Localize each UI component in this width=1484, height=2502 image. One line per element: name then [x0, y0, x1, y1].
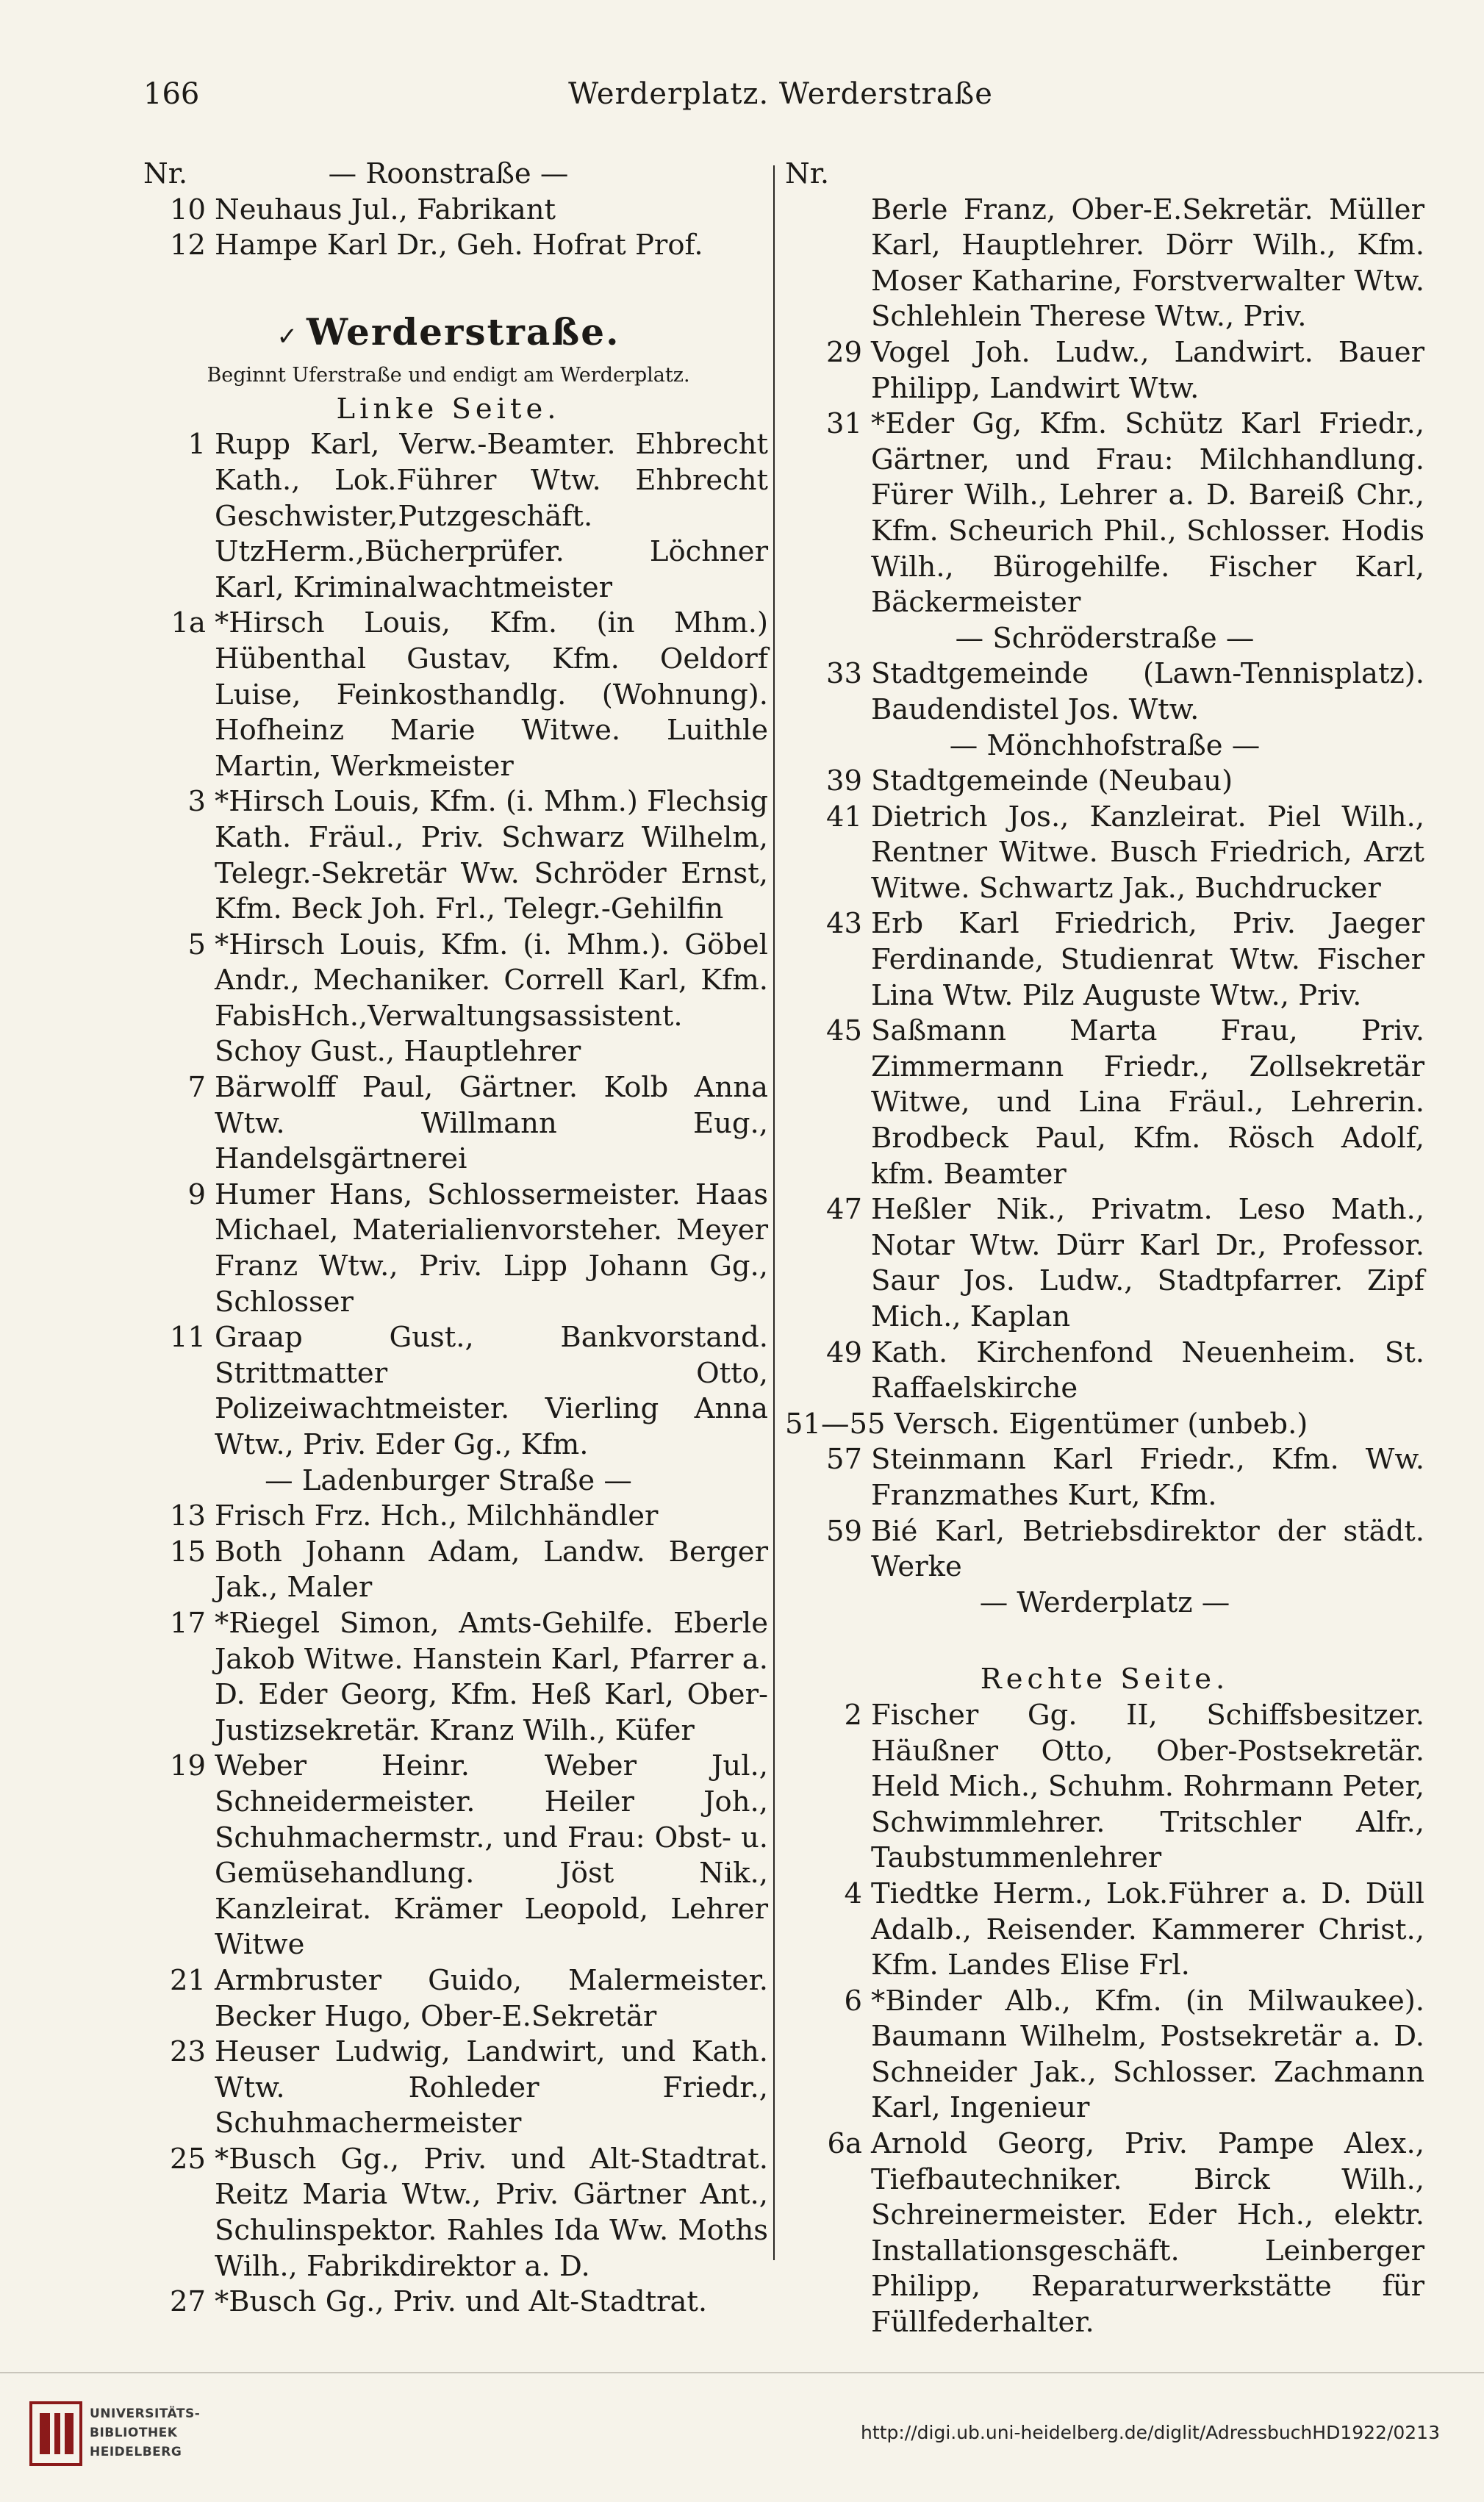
- library-logo: [29, 2394, 228, 2482]
- house-number: 45: [826, 1014, 862, 1048]
- address-entry: [129, 606, 768, 784]
- resident-list: *Busch Gg., Priv. und Alt-Stadtrat. Reitz Maria Wtw., Priv. Gärtner Ant., Schulinspektor. Rahles Ida Ww. Moths Wilh., Fabrikdirektor a. D.: [215, 2142, 768, 2283]
- house-number: 51—55: [785, 1407, 886, 1441]
- resident-list: Frisch Frz. Hch., Milchhändler: [215, 1499, 659, 1533]
- resident-list: Graap Gust., Bankvorstand. Strittmatter Otto, Polizeiwachtmeister. Vierling Anna Wtw., Priv. Eder Gg., Kfm.: [215, 1321, 768, 1461]
- resident-list: Dietrich Jos., Kanzleirat. Piel Wilh., Rentner Witwe. Busch Friedrich, Arzt Witwe. Schwartz Jak., Buchdrucker: [871, 800, 1424, 905]
- address-entry: [785, 906, 1424, 1014]
- resident-list: *Hirsch Louis, Kfm. (in Mhm.) Hübenthal Gustav, Kfm. Oeldorf Luise, Feinkosthandlg. (Wohnung). Hofheinz Marie Witwe. Luithle Martin, Werkmeister: [215, 606, 768, 783]
- right-entries-d: [785, 1698, 1424, 2341]
- resident-list: Arnold Georg, Priv. Pampe Alex., Tiefbautechniker. Birck Wilh., Schreinermeister. Eder Hch., elektr. Installationsgeschäft. Leinberger Philipp, Reparaturwerkstätte für Füllfederhalter.: [871, 2127, 1424, 2340]
- address-entry: [785, 2126, 1424, 2341]
- side-label-left: Linke Seite.: [336, 392, 561, 426]
- left-top-entries: [129, 193, 768, 264]
- cross-street-werderplatz: — Werderplatz —: [979, 1585, 1230, 1619]
- house-number: 6: [844, 1984, 862, 2018]
- library-name: [90, 2404, 244, 2462]
- left-column: [129, 157, 768, 2326]
- address-entry: [785, 406, 1424, 621]
- cross-street-roonstrasse: — Roonstraße —: [328, 157, 569, 190]
- resident-list: Stadtgemeinde (Lawn-Tennisplatz). Baudendistel Jos. Wtw.: [871, 657, 1424, 726]
- right-entries-c: [785, 764, 1424, 1585]
- checkmark-icon: ✓: [276, 321, 299, 351]
- continuation-text: Berle Franz, Ober-E.Sekretär. Müller Karl, Hauptlehrer. Dörr Wilh., Kfm. Moser Katharine, Forstverwalter Wtw. Schlehlein Therese Wtw., Priv.: [871, 193, 1424, 334]
- resident-list: Weber Heinr. Weber Jul., Schneidermeister. Heiler Joh., Schuhmachermstr., und Frau: Obst- u. Gemüsehandlung. Jöst Nik., Kanzleirat. Krämer Leopold, Lehrer Witwe: [215, 1749, 768, 1962]
- cross-street-schroederstrasse: — Schröderstraße —: [955, 621, 1255, 655]
- address-entry: [785, 1014, 1424, 1192]
- house-number: 43: [826, 907, 862, 941]
- house-number: 3: [187, 785, 206, 819]
- house-number: 11: [170, 1321, 206, 1355]
- address-entry: [129, 2284, 768, 2320]
- house-number: 5: [187, 928, 206, 961]
- house-number: 31: [826, 407, 862, 441]
- cross-street-label: — Ladenburger Straße —: [265, 1463, 632, 1497]
- house-number: 2: [844, 1698, 862, 1732]
- address-entry: [785, 1336, 1424, 1407]
- house-number: 41: [826, 800, 862, 834]
- resident-list: Heßler Nik., Privatm. Leso Math., Notar Wtw. Dürr Karl Dr., Professor. Saur Jos. Ludw., Stadtpfarrer. Zipf Mich., Kaplan: [871, 1193, 1424, 1333]
- address-entry: [129, 427, 768, 606]
- house-number: 7: [187, 1071, 206, 1105]
- resident-list: Bié Karl, Betriebsdirektor der städt. Werke: [871, 1514, 1424, 1584]
- resident-list: Stadtgemeinde (Neubau): [871, 764, 1233, 798]
- resident-list: Both Johann Adam, Landw. Berger Jak., Maler: [215, 1535, 768, 1605]
- house-number: 39: [826, 764, 862, 798]
- house-number: 47: [826, 1193, 862, 1227]
- running-head: Werderplatz. Werderstraße: [568, 77, 993, 111]
- resident-list: Versch. Eigentümer (unbeb.): [894, 1407, 1308, 1441]
- resident-list: Armbruster Guido, Malermeister. Becker Hugo, Ober-E.Sekretär: [215, 1963, 768, 2033]
- resident-list: Kath. Kirchenfond Neuenheim. St. Raffaelskirche: [871, 1336, 1424, 1405]
- side-label-right: Rechte Seite.: [980, 1663, 1230, 1696]
- house-number: 10: [170, 193, 206, 226]
- house-number: 29: [826, 335, 862, 369]
- library-name-line: UNIVERSITÄTS-: [90, 2406, 201, 2421]
- resident-list: Bärwolff Paul, Gärtner. Kolb Anna Wtw. Willmann Eug., Handelsgärtnerei: [215, 1071, 768, 1176]
- house-number: 6a: [827, 2127, 862, 2161]
- nr-label-right: Nr.: [785, 157, 830, 190]
- address-entry: [785, 656, 1424, 728]
- resident-list: Vogel Joh. Ludw., Landwirt. Bauer Philipp, Landwirt Wtw.: [871, 335, 1424, 405]
- right-entries-b: [785, 656, 1424, 728]
- address-entry: [129, 1499, 768, 1535]
- house-number: 15: [170, 1535, 206, 1569]
- resident-list: *Busch Gg., Priv. und Alt-Stadtrat.: [215, 2285, 708, 2319]
- address-entry: [129, 1606, 768, 1749]
- left-entries: [129, 427, 768, 2320]
- address-entry: [129, 1320, 768, 1463]
- address-entry: [129, 1070, 768, 1177]
- street-title: [129, 309, 768, 359]
- house-number: 33: [826, 657, 862, 691]
- source-url-link[interactable]: http://digi.ub.uni-heidelberg.de/diglit/AdressbuchHD1922/0213: [861, 2422, 1440, 2443]
- address-entry: [129, 928, 768, 1070]
- house-number: 21: [170, 1963, 206, 1997]
- house-number: 57: [826, 1443, 862, 1477]
- house-number: 17: [170, 1606, 206, 1640]
- resident-list: Heuser Ludwig, Landwirt, und Kath. Wtw. Rohleder Friedr., Schuhmachermeister: [215, 2035, 768, 2140]
- address-entry: [129, 1963, 768, 2035]
- spacer: [785, 1621, 1424, 1662]
- house-number: 27: [170, 2285, 206, 2319]
- house-number: 9: [187, 1177, 206, 1211]
- resident-list: Steinmann Karl Friedr., Kfm. Ww. Franzmathes Kurt, Kfm.: [871, 1443, 1424, 1512]
- right-column: [785, 157, 1424, 2340]
- house-number: 12: [170, 229, 206, 262]
- address-entry: [129, 784, 768, 927]
- nr-label-left: Nr.: [143, 157, 188, 190]
- footer-bar: [0, 2372, 1484, 2502]
- library-name-line: BIBLIOTHEK: [90, 2426, 178, 2440]
- library-seal-icon: [29, 2401, 82, 2466]
- resident-list: Humer Hans, Schlossermeister. Haas Michael, Materialienvorsteher. Meyer Franz Wtw., Priv. Lipp Johann Gg., Schlosser: [215, 1177, 768, 1319]
- house-number: 1: [187, 428, 206, 462]
- house-number: 25: [170, 2142, 206, 2176]
- page-header: [143, 77, 1418, 136]
- resident-list: Tiedtke Herm., Lok.Führer a. D. Düll Adalb., Reisender. Kammerer Christ., Kfm. Landes Elise Frl.: [871, 1876, 1424, 1982]
- resident-list: Neuhaus Jul., Fabrikant: [215, 193, 556, 226]
- resident-list: *Hirsch Louis, Kfm. (i. Mhm.). Göbel Andr., Mechaniker. Correll Karl, Kfm. FabisHch.,Verwaltungsassistent. Schoy Gust., Hauptlehrer: [215, 928, 768, 1069]
- house-number: 19: [170, 1749, 206, 1783]
- address-entry: [785, 1876, 1424, 1984]
- address-entry: [129, 1535, 768, 1606]
- house-number: 49: [826, 1336, 862, 1369]
- resident-list: Saßmann Marta Frau, Priv. Zimmermann Friedr., Zollsekretär Witwe, und Lina Fräul., Lehrerin. Brodbeck Paul, Kfm. Rösch Adolf, kfm. Beamter: [871, 1014, 1424, 1191]
- address-entry: [785, 1407, 1424, 1443]
- resident-list: Fischer Gg. II, Schiffsbesitzer. Häußner Otto, Ober-Postsekretär. Held Mich., Schuhm. Rohrmann Peter, Schwimmlehrer. Tritschler Alfr., Taubstummenlehrer: [871, 1698, 1424, 1875]
- address-entry: [785, 1514, 1424, 1585]
- address-entry: [129, 193, 768, 229]
- address-entry: [129, 1177, 768, 1320]
- street-subtitle: Beginnt Uferstraße und endigt am Werderplatz.: [207, 363, 690, 387]
- address-entry: [785, 1698, 1424, 1876]
- address-entry: [785, 764, 1424, 800]
- address-entry: [129, 2035, 768, 2142]
- address-entry: [785, 1442, 1424, 1513]
- library-name-line: HEIDELBERG: [90, 2445, 182, 2459]
- house-number: 23: [170, 2035, 206, 2069]
- house-number: 1a: [171, 606, 206, 640]
- resident-list: *Eder Gg, Kfm. Schütz Karl Friedr., Gärtner, und Frau: Milchhandlung. Fürer Wilh., Lehrer a. D. Bareiß Chr., Kfm. Scheurich Phil., Schlosser. Hodis Wilh., Bürogehilfe. Fischer Karl, Bäckermeister: [871, 407, 1424, 620]
- resident-list: *Riegel Simon, Amts-Gehilfe. Eberle Jakob Witwe. Hanstein Karl, Pfarrer a. D. Eder Georg, Kfm. Heß Karl, Ober-Justizsekretär. Kranz Wilh., Küfer: [215, 1606, 768, 1747]
- right-entries-a: [785, 335, 1424, 621]
- address-entry: [785, 800, 1424, 907]
- address-entry: [785, 1192, 1424, 1335]
- house-number: 59: [826, 1514, 862, 1548]
- house-number: 13: [170, 1499, 206, 1533]
- resident-list: *Binder Alb., Kfm. (in Milwaukee). Baumann Wilhelm, Postsekretär a. D. Schneider Jak., Schlosser. Zachmann Karl, Ingenieur: [871, 1984, 1424, 2125]
- resident-list: Hampe Karl Dr., Geh. Hofrat Prof.: [215, 229, 703, 262]
- cross-street-moenchhofstrasse: — Mönchhofstraße —: [949, 728, 1261, 762]
- resident-list: *Hirsch Louis, Kfm. (i. Mhm.) Flechsig Kath. Fräul., Priv. Schwarz Wilhelm, Telegr.-Sekretär Ww. Schröder Ernst, Kfm. Beck Joh. Frl., Telegr.-Gehilfin: [215, 785, 768, 926]
- address-entry: [129, 2142, 768, 2284]
- street-title-text: Werderstraße.: [306, 309, 620, 354]
- house-number: 4: [844, 1876, 862, 1910]
- column-divider: [773, 165, 775, 2260]
- address-entry: [129, 1749, 768, 1963]
- address-entry: [785, 335, 1424, 406]
- resident-list: Rupp Karl, Verw.-Beamter. Ehbrecht Kath., Lok.Führer Wtw. Ehbrecht Geschwister,Putzgeschäft. UtzHerm.,Bücherprüfer. Löchner Karl, Kriminalwachtmeister: [215, 428, 768, 604]
- address-entry: [129, 228, 768, 264]
- page-number: 166: [143, 77, 200, 111]
- address-entry: [785, 1984, 1424, 2126]
- resident-list: Erb Karl Friedrich, Priv. Jaeger Ferdinande, Studienrat Wtw. Fischer Lina Wtw. Pilz Auguste Wtw., Priv.: [871, 907, 1424, 1012]
